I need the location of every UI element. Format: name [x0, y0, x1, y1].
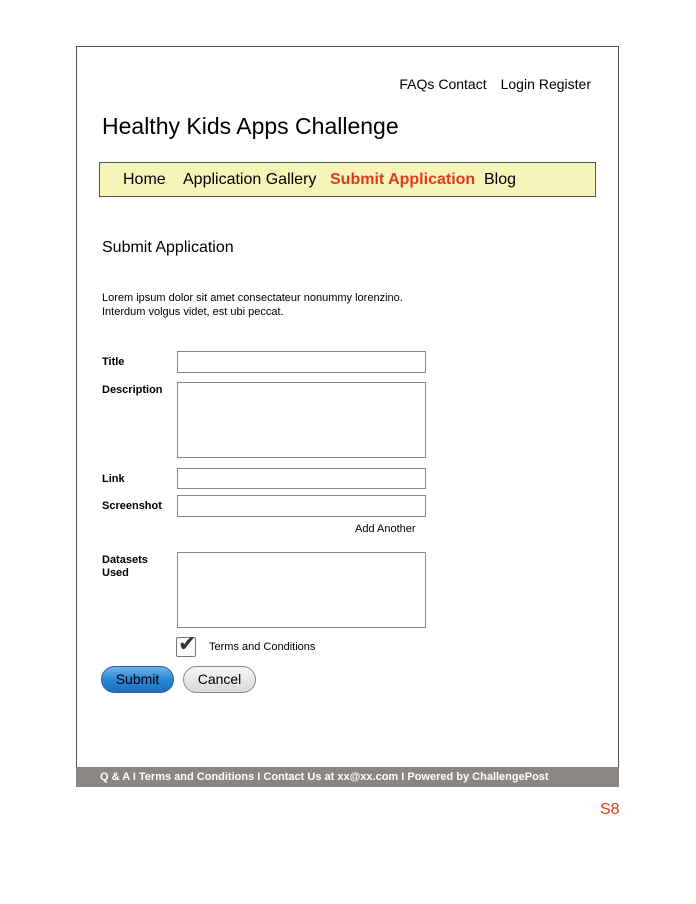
description-label: Description	[102, 384, 163, 396]
description-textarea[interactable]	[177, 382, 426, 458]
datasets-label	[102, 554, 148, 580]
add-another-link[interactable]: Add Another	[355, 523, 416, 535]
contact-link[interactable]: Contact	[438, 76, 487, 92]
nav-home[interactable]: Home	[123, 171, 166, 188]
terms-label: Terms and Conditions	[209, 641, 316, 653]
register-link[interactable]: Register	[538, 76, 591, 92]
terms-checkbox[interactable]	[176, 631, 197, 657]
intro-line-2: Interdum volgus videt, est ubi peccat.	[102, 306, 284, 318]
screenshot-input[interactable]	[177, 495, 426, 517]
datasets-label-line-1: Datasets	[102, 554, 148, 566]
top-links	[387, 76, 591, 92]
link-label: Link	[102, 473, 125, 485]
title-input[interactable]	[177, 351, 426, 373]
screenshot-label: Screenshot	[102, 500, 162, 512]
nav-blog[interactable]: Blog	[484, 171, 517, 188]
section-title: Submit Application	[102, 239, 234, 256]
cancel-button[interactable]: Cancel	[183, 666, 256, 693]
login-link[interactable]: Login	[500, 76, 535, 92]
intro-text	[102, 291, 442, 319]
main-nav	[99, 162, 596, 197]
checkmark-icon: ✔	[178, 631, 197, 656]
intro-line-1: Lorem ipsum dolor sit amet consectateur nonummy lorenzino.	[102, 292, 403, 304]
footer-bar: Q & A I Terms and Conditions I Contact Us at xx@xx.com I Powered by ChallengePost	[76, 767, 619, 787]
title-label: Title	[102, 356, 125, 368]
faqs-link[interactable]: FAQs	[399, 76, 435, 92]
datasets-label-line-2: Used	[102, 567, 129, 579]
submit-button[interactable]: Submit	[101, 666, 174, 693]
nav-application-gallery[interactable]: Application Gallery	[183, 171, 317, 188]
nav-submit-application[interactable]: Submit Application	[330, 171, 476, 188]
link-input[interactable]	[177, 468, 426, 489]
datasets-textarea[interactable]	[177, 552, 426, 628]
page-code: S8	[600, 801, 620, 818]
site-title: Healthy Kids Apps Challenge	[102, 113, 399, 139]
